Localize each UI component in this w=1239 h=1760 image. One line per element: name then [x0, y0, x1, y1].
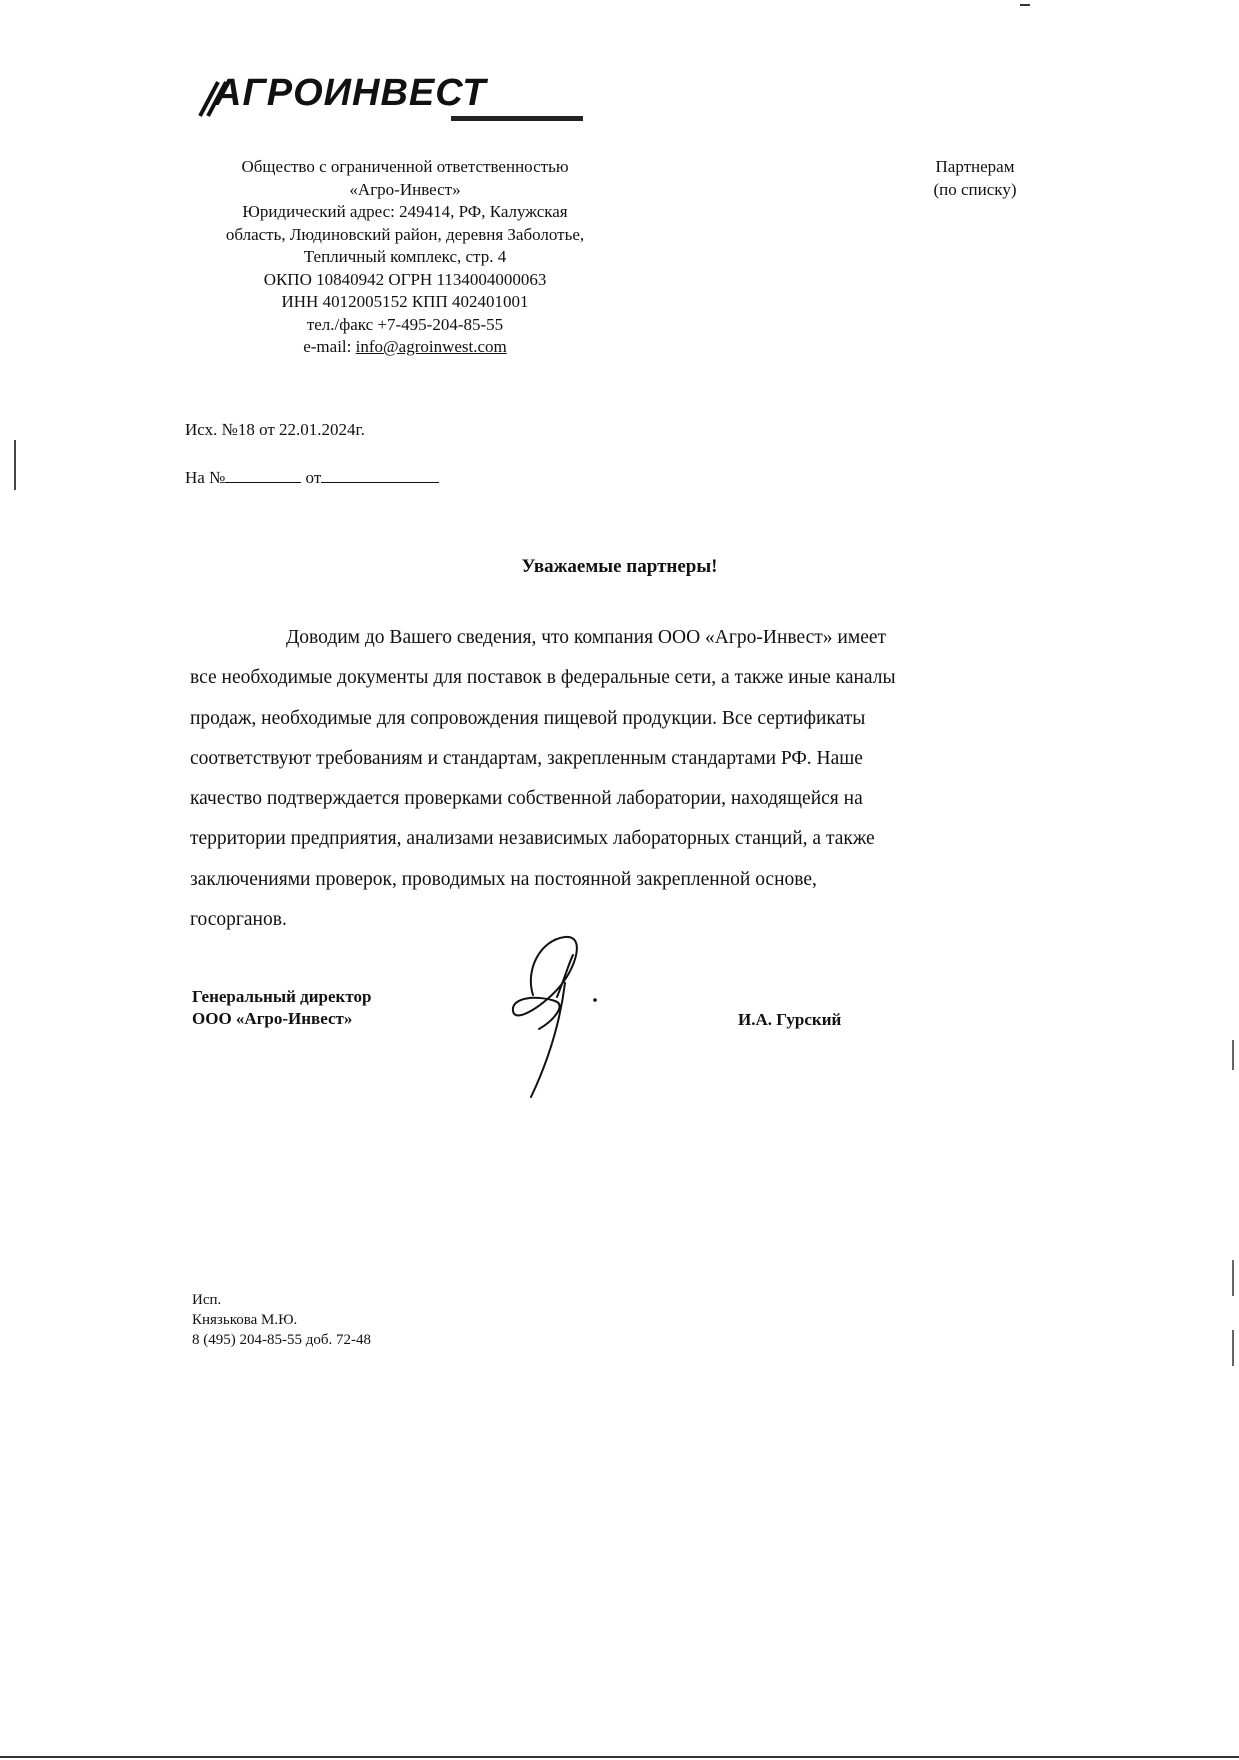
reply-to-reference	[185, 468, 439, 488]
company-line: ИНН 4012005152 КПП 402401001	[281, 292, 529, 311]
company-line: Юридический адрес: 249414, РФ, Калужская	[242, 202, 568, 221]
executor-block	[192, 1290, 371, 1350]
executor-phone: 8 (495) 204-85-55 доб. 72-48	[192, 1332, 371, 1348]
body-line: заключениями проверок, проводимых на постоянной закрепленной основе,	[190, 868, 817, 890]
scan-artifact	[1020, 4, 1030, 6]
body-line: все необходимые документы для поставок в федеральные сети, а также иные каналы	[190, 667, 896, 689]
body-line: соответствуют требованиям и стандартам, закрепленным стандартами РФ. Наше	[190, 747, 863, 769]
recipient-title: Партнерам	[935, 157, 1015, 176]
logo-underline	[451, 116, 583, 121]
scan-artifact	[14, 440, 16, 490]
company-line: Общество с ограниченной ответственностью	[241, 157, 569, 176]
body-line: Доводим до Вашего сведения, что компания ООО «Агро-Инвест» имеет	[286, 627, 887, 648]
body-line: продаж, необходимые для сопровождения пищевой продукции. Все сертификаты	[190, 707, 866, 729]
reply-date-blank	[321, 468, 439, 483]
company-details	[180, 156, 630, 359]
handwritten-signature	[495, 925, 615, 1100]
body-line: территории предприятия, анализами независимых лабораторных станций, а также	[190, 828, 875, 850]
company-line: Тепличный комплекс, стр. 4	[303, 247, 507, 266]
scan-artifact	[1232, 1260, 1234, 1296]
reply-number-blank	[225, 468, 301, 483]
logo-text: АГРОИНВЕСТ	[214, 72, 487, 114]
recipient-note: (по списку)	[933, 179, 1017, 199]
company-line: «Агро-Инвест»	[349, 179, 461, 199]
letter-greeting: Уважаемые партнеры!	[521, 556, 718, 577]
company-line: область, Людиновский район, деревня Заболотье,	[225, 224, 585, 244]
signer-company: ООО «Агро-Инвест»	[192, 1009, 353, 1028]
body-line: качество подтверждается проверками собственной лаборатории, находящейся на	[190, 788, 863, 810]
email-link[interactable]: info@agroinwest.com	[355, 337, 507, 356]
company-line: тел./факс +7-495-204-85-55	[306, 314, 504, 334]
reply-date-label: от	[305, 468, 322, 487]
email-label: e-mail:	[303, 337, 356, 356]
scan-artifact	[1232, 1330, 1234, 1366]
company-email-line	[180, 336, 630, 359]
signer-name: И.А. Гурский	[738, 1010, 842, 1029]
page-bottom-edge	[0, 1756, 1239, 1758]
executor-label: Исп.	[192, 1292, 222, 1308]
body-line: госорганов.	[190, 909, 287, 931]
executor-name: Князькова М.Ю.	[192, 1312, 298, 1328]
signer-position: Генеральный директор	[192, 987, 372, 1006]
signer-title	[192, 986, 371, 1030]
reply-number-label: На №	[185, 468, 226, 487]
scan-artifact	[1232, 1040, 1234, 1070]
company-logo	[196, 72, 588, 124]
recipient-block	[900, 156, 1050, 201]
outgoing-number: Исх. №18 от 22.01.2024г.	[185, 420, 365, 439]
company-line: ОКПО 10840942 ОГРН 1134004000063	[263, 269, 547, 289]
letter-body	[190, 618, 1060, 940]
